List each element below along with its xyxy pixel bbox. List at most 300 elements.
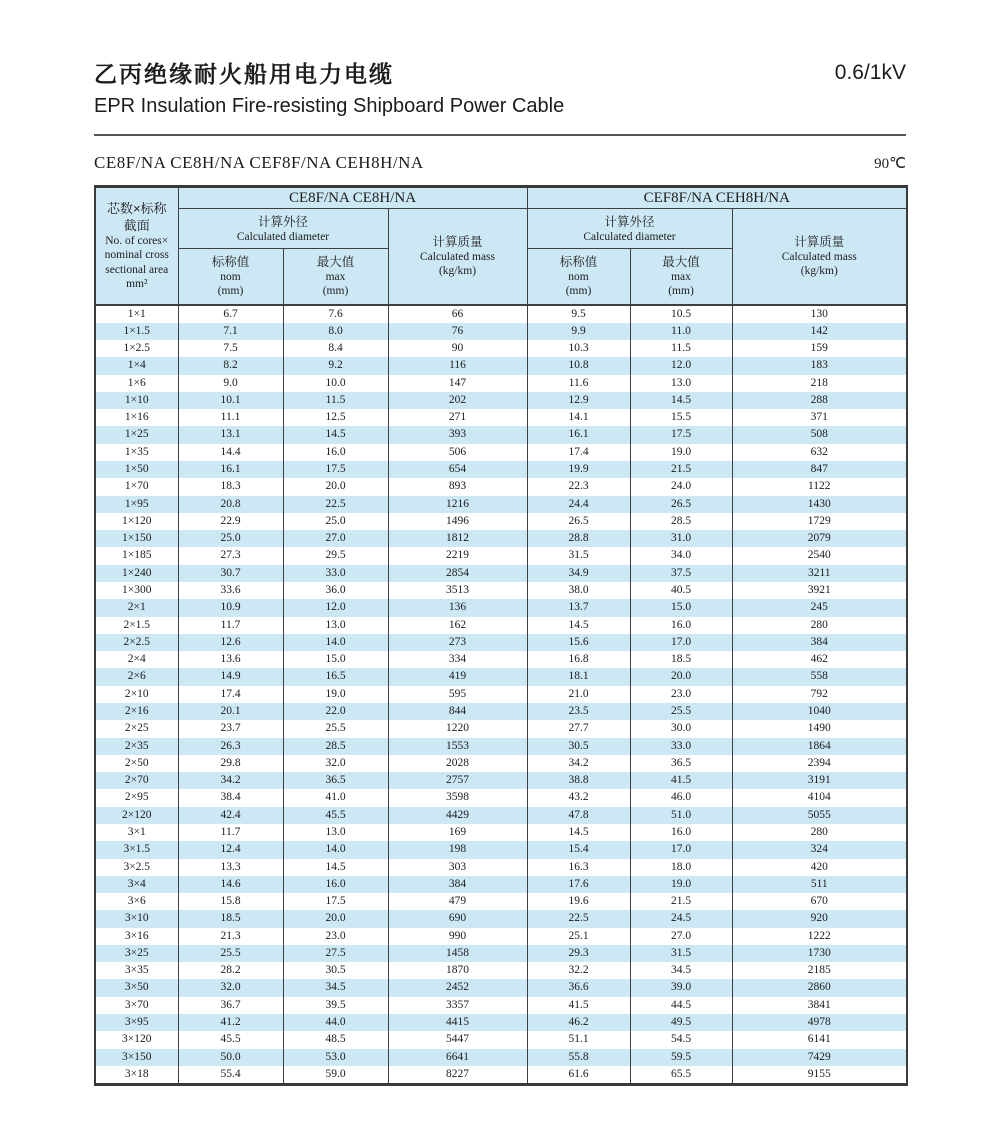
value-cell: 15.6 (527, 634, 630, 651)
value-cell: 25.1 (527, 928, 630, 945)
spec-cell: 1×4 (95, 357, 178, 374)
value-cell: 13.0 (283, 617, 388, 634)
value-cell: 324 (732, 841, 907, 858)
value-cell: 5447 (388, 1031, 527, 1048)
value-cell: 893 (388, 478, 527, 495)
value-cell: 17.0 (630, 634, 732, 651)
spec-cell: 1×300 (95, 582, 178, 599)
value-cell: 32.0 (283, 755, 388, 772)
diameter-header-1 (178, 209, 388, 249)
table-row (95, 426, 907, 443)
table-row (95, 1014, 907, 1031)
value-cell: 12.4 (178, 841, 283, 858)
table-row (95, 634, 907, 651)
table-row (95, 1066, 907, 1085)
value-cell: 11.7 (178, 617, 283, 634)
value-cell: 12.0 (283, 599, 388, 616)
table-row (95, 392, 907, 409)
spec-cell: 3×1 (95, 824, 178, 841)
value-cell: 65.5 (630, 1066, 732, 1085)
spec-cell: 2×16 (95, 703, 178, 720)
value-cell: 1430 (732, 496, 907, 513)
value-cell: 1730 (732, 945, 907, 962)
value-cell: 12.6 (178, 634, 283, 651)
value-cell: 844 (388, 703, 527, 720)
value-cell: 50.0 (178, 1049, 283, 1066)
value-cell: 34.2 (178, 772, 283, 789)
value-cell: 33.0 (283, 565, 388, 582)
value-cell: 9.9 (527, 323, 630, 340)
value-cell: 6141 (732, 1031, 907, 1048)
value-cell: 7429 (732, 1049, 907, 1066)
temperature-rating: 90℃ (874, 156, 906, 172)
value-cell: 24.0 (630, 478, 732, 495)
value-cell: 33.6 (178, 582, 283, 599)
value-cell: 4429 (388, 807, 527, 824)
spec-cell: 1×16 (95, 409, 178, 426)
value-cell: 16.0 (630, 617, 732, 634)
value-cell: 3513 (388, 582, 527, 599)
value-cell: 17.4 (178, 686, 283, 703)
voltage-rating: 0.6/1kV (834, 61, 906, 84)
value-cell: 45.5 (178, 1031, 283, 1048)
value-cell: 245 (732, 599, 907, 616)
value-cell: 18.0 (630, 859, 732, 876)
value-cell: 13.6 (178, 651, 283, 668)
value-cell: 90 (388, 340, 527, 357)
value-cell: 59.5 (630, 1049, 732, 1066)
table-row (95, 565, 907, 582)
value-cell: 11.0 (630, 323, 732, 340)
value-cell: 384 (732, 634, 907, 651)
max-label-en: max (325, 271, 346, 284)
spec-cell: 1×120 (95, 513, 178, 530)
table-row (95, 651, 907, 668)
value-cell: 2452 (388, 979, 527, 996)
value-cell: 202 (388, 392, 527, 409)
value-cell: 30.7 (178, 565, 283, 582)
diameter-label-en: Calculated diameter (583, 230, 676, 243)
spec-cell: 2×35 (95, 738, 178, 755)
value-cell: 20.0 (283, 478, 388, 495)
value-cell: 2854 (388, 565, 527, 582)
value-cell: 27.0 (630, 928, 732, 945)
value-cell: 38.8 (527, 772, 630, 789)
value-cell: 2219 (388, 547, 527, 564)
value-cell: 2860 (732, 979, 907, 996)
value-cell: 11.6 (527, 375, 630, 392)
spec-cell: 2×1.5 (95, 617, 178, 634)
value-cell: 288 (732, 392, 907, 409)
value-cell: 10.9 (178, 599, 283, 616)
value-cell: 32.2 (527, 962, 630, 979)
value-cell: 30.5 (283, 962, 388, 979)
value-cell: 28.2 (178, 962, 283, 979)
value-cell: 169 (388, 824, 527, 841)
value-cell: 21.5 (630, 893, 732, 910)
table-row (95, 876, 907, 893)
max-header-2 (630, 249, 732, 305)
value-cell: 7.5 (178, 340, 283, 357)
value-cell: 4104 (732, 789, 907, 806)
spec-cell: 3×35 (95, 962, 178, 979)
spec-cell: 1×70 (95, 478, 178, 495)
value-cell: 3598 (388, 789, 527, 806)
value-cell: 27.0 (283, 530, 388, 547)
value-cell: 15.4 (527, 841, 630, 858)
value-cell: 25.5 (283, 720, 388, 737)
spec-cell: 2×95 (95, 789, 178, 806)
value-cell: 25.5 (630, 703, 732, 720)
value-cell: 3191 (732, 772, 907, 789)
group-header-ceh8: CEF8F/NA CEH8H/NA (527, 187, 907, 209)
value-cell: 17.5 (630, 426, 732, 443)
value-cell: 22.9 (178, 513, 283, 530)
value-cell: 162 (388, 617, 527, 634)
table-row (95, 409, 907, 426)
value-cell: 53.0 (283, 1049, 388, 1066)
value-cell: 22.5 (527, 910, 630, 927)
value-cell: 28.8 (527, 530, 630, 547)
value-cell: 34.9 (527, 565, 630, 582)
value-cell: 29.5 (283, 547, 388, 564)
model-row (94, 153, 906, 173)
value-cell: 44.0 (283, 1014, 388, 1031)
value-cell: 55.8 (527, 1049, 630, 1066)
value-cell: 9.0 (178, 375, 283, 392)
value-cell: 15.0 (630, 599, 732, 616)
value-cell: 271 (388, 409, 527, 426)
value-cell: 41.5 (630, 772, 732, 789)
spec-cell: 3×70 (95, 997, 178, 1014)
spec-cell: 2×120 (95, 807, 178, 824)
value-cell: 14.6 (178, 876, 283, 893)
value-cell: 18.1 (527, 668, 630, 685)
value-cell: 18.5 (630, 651, 732, 668)
value-cell: 37.5 (630, 565, 732, 582)
value-cell: 29.8 (178, 755, 283, 772)
value-cell: 2028 (388, 755, 527, 772)
spec-cell: 1×2.5 (95, 340, 178, 357)
value-cell: 14.5 (283, 426, 388, 443)
nom-label-en: nom (568, 271, 589, 284)
page-title-en: EPR Insulation Fire-resisting Shipboard Power Cable (94, 95, 565, 117)
value-cell: 40.5 (630, 582, 732, 599)
value-cell: 18.3 (178, 478, 283, 495)
value-cell: 1553 (388, 738, 527, 755)
value-cell: 1220 (388, 720, 527, 737)
value-cell: 690 (388, 910, 527, 927)
value-cell: 36.7 (178, 997, 283, 1014)
table-row (95, 357, 907, 374)
value-cell: 17.6 (527, 876, 630, 893)
value-cell: 8.2 (178, 357, 283, 374)
value-cell: 218 (732, 375, 907, 392)
table-row (95, 841, 907, 858)
value-cell: 34.5 (630, 962, 732, 979)
header-row-groups (95, 187, 907, 209)
value-cell: 43.2 (527, 789, 630, 806)
max-label-unit: (mm) (668, 285, 694, 298)
table-row (95, 928, 907, 945)
value-cell: 27.3 (178, 547, 283, 564)
table-body (95, 305, 907, 1085)
spec-cell: 2×10 (95, 686, 178, 703)
value-cell: 39.0 (630, 979, 732, 996)
value-cell: 8.4 (283, 340, 388, 357)
mass-label-zh: 计算质量 (432, 235, 483, 250)
value-cell: 159 (732, 340, 907, 357)
table-row (95, 340, 907, 357)
diameter-header-2 (527, 209, 732, 249)
value-cell: 23.7 (178, 720, 283, 737)
table-row (95, 789, 907, 806)
value-cell: 13.7 (527, 599, 630, 616)
table-row (95, 547, 907, 564)
spec-cell: 2×1 (95, 599, 178, 616)
table-row (95, 668, 907, 685)
value-cell: 30.5 (527, 738, 630, 755)
spec-cell: 1×240 (95, 565, 178, 582)
value-cell: 23.0 (283, 928, 388, 945)
table-row (95, 910, 907, 927)
spec-cell: 1×150 (95, 530, 178, 547)
mass-header-1 (388, 209, 527, 305)
nom-header-1 (178, 249, 283, 305)
table-row (95, 859, 907, 876)
value-cell: 14.0 (283, 841, 388, 858)
max-label-en: max (671, 271, 691, 284)
spec-cell: 2×4 (95, 651, 178, 668)
value-cell: 792 (732, 686, 907, 703)
value-cell: 24.4 (527, 496, 630, 513)
value-cell: 17.0 (630, 841, 732, 858)
max-label-zh: 最大值 (662, 255, 700, 270)
value-cell: 1490 (732, 720, 907, 737)
value-cell: 595 (388, 686, 527, 703)
value-cell: 25.5 (178, 945, 283, 962)
value-cell: 5055 (732, 807, 907, 824)
spec-table (94, 185, 908, 1086)
spec-cell: 1×95 (95, 496, 178, 513)
value-cell: 11.5 (630, 340, 732, 357)
value-cell: 420 (732, 859, 907, 876)
value-cell: 1864 (732, 738, 907, 755)
table-row (95, 720, 907, 737)
table-row (95, 979, 907, 996)
table-row (95, 582, 907, 599)
value-cell: 14.5 (527, 824, 630, 841)
value-cell: 6.7 (178, 305, 283, 323)
title-divider (94, 134, 906, 136)
value-cell: 136 (388, 599, 527, 616)
value-cell: 28.5 (630, 513, 732, 530)
value-cell: 116 (388, 357, 527, 374)
value-cell: 30.0 (630, 720, 732, 737)
spec-cell: 3×18 (95, 1066, 178, 1085)
value-cell: 334 (388, 651, 527, 668)
value-cell: 20.0 (283, 910, 388, 927)
value-cell: 34.5 (283, 979, 388, 996)
value-cell: 2757 (388, 772, 527, 789)
spec-cell: 2×70 (95, 772, 178, 789)
diameter-label-zh: 计算外径 (604, 214, 655, 229)
diameter-label-zh: 计算外径 (257, 214, 308, 229)
value-cell: 46.2 (527, 1014, 630, 1031)
mass-label-unit: (kg/km) (800, 265, 838, 278)
value-cell: 33.0 (630, 738, 732, 755)
value-cell: 36.5 (283, 772, 388, 789)
table-row (95, 375, 907, 392)
value-cell: 29.3 (527, 945, 630, 962)
table-row (95, 461, 907, 478)
table-row (95, 599, 907, 616)
value-cell: 14.4 (178, 444, 283, 461)
value-cell: 462 (732, 651, 907, 668)
max-label-unit: (mm) (322, 285, 349, 298)
value-cell: 28.5 (283, 738, 388, 755)
value-cell: 11.5 (283, 392, 388, 409)
mass-label-zh: 计算质量 (794, 235, 845, 250)
value-cell: 10.0 (283, 375, 388, 392)
value-cell: 16.1 (527, 426, 630, 443)
value-cell: 558 (732, 668, 907, 685)
model-list: CE8F/NA CE8H/NA CEF8F/NA CEH8H/NA (94, 153, 424, 172)
value-cell: 31.0 (630, 530, 732, 547)
value-cell: 41.5 (527, 997, 630, 1014)
value-cell: 12.9 (527, 392, 630, 409)
value-cell: 11.7 (178, 824, 283, 841)
value-cell: 632 (732, 444, 907, 461)
value-cell: 66 (388, 305, 527, 323)
value-cell: 198 (388, 841, 527, 858)
value-cell: 7.1 (178, 323, 283, 340)
spec-cell: 3×25 (95, 945, 178, 962)
value-cell: 1216 (388, 496, 527, 513)
table-row (95, 962, 907, 979)
value-cell: 51.0 (630, 807, 732, 824)
value-cell: 7.6 (283, 305, 388, 323)
value-cell: 14.1 (527, 409, 630, 426)
spec-cell: 1×50 (95, 461, 178, 478)
value-cell: 12.0 (630, 357, 732, 374)
corner-label-unit: mm² (126, 278, 148, 291)
spec-cell: 1×6 (95, 375, 178, 392)
spec-cell: 3×4 (95, 876, 178, 893)
nom-label-unit: (mm) (217, 285, 244, 298)
corner-label-en-3: sectional area (105, 263, 169, 276)
value-cell: 14.5 (630, 392, 732, 409)
value-cell: 17.4 (527, 444, 630, 461)
value-cell: 49.5 (630, 1014, 732, 1031)
mass-label-en: Calculated mass (419, 251, 496, 264)
value-cell: 27.7 (527, 720, 630, 737)
title-row (94, 58, 906, 90)
value-cell: 31.5 (527, 547, 630, 564)
spec-cell: 2×25 (95, 720, 178, 737)
spec-cell: 3×1.5 (95, 841, 178, 858)
value-cell: 16.5 (283, 668, 388, 685)
value-cell: 280 (732, 617, 907, 634)
spec-cell: 1×35 (95, 444, 178, 461)
mass-label-unit: (kg/km) (438, 265, 477, 278)
table-row (95, 772, 907, 789)
spec-cell: 3×16 (95, 928, 178, 945)
value-cell: 10.5 (630, 305, 732, 323)
nom-label-zh: 标称值 (211, 255, 250, 270)
table-row (95, 738, 907, 755)
value-cell: 371 (732, 409, 907, 426)
spec-cell: 3×50 (95, 979, 178, 996)
value-cell: 46.0 (630, 789, 732, 806)
value-cell: 59.0 (283, 1066, 388, 1085)
value-cell: 13.0 (630, 375, 732, 392)
col-header-cores-area (95, 187, 178, 305)
value-cell: 25.0 (178, 530, 283, 547)
value-cell: 14.9 (178, 668, 283, 685)
value-cell: 21.0 (527, 686, 630, 703)
value-cell: 26.3 (178, 738, 283, 755)
value-cell: 26.5 (527, 513, 630, 530)
table-row (95, 305, 907, 323)
value-cell: 8227 (388, 1066, 527, 1085)
value-cell: 10.8 (527, 357, 630, 374)
value-cell: 16.8 (527, 651, 630, 668)
table-row (95, 1031, 907, 1048)
value-cell: 12.5 (283, 409, 388, 426)
value-cell: 8.0 (283, 323, 388, 340)
value-cell: 9.2 (283, 357, 388, 374)
value-cell: 19.6 (527, 893, 630, 910)
value-cell: 1812 (388, 530, 527, 547)
value-cell: 44.5 (630, 997, 732, 1014)
value-cell: 45.5 (283, 807, 388, 824)
value-cell: 654 (388, 461, 527, 478)
value-cell: 41.2 (178, 1014, 283, 1031)
value-cell: 147 (388, 375, 527, 392)
table-row (95, 997, 907, 1014)
spec-cell: 3×6 (95, 893, 178, 910)
value-cell: 4415 (388, 1014, 527, 1031)
mass-label-en: Calculated mass (781, 251, 857, 264)
value-cell: 51.1 (527, 1031, 630, 1048)
spec-cell: 1×1.5 (95, 323, 178, 340)
value-cell: 10.3 (527, 340, 630, 357)
table-row (95, 893, 907, 910)
value-cell: 273 (388, 634, 527, 651)
header-row-measures (95, 209, 907, 249)
value-cell: 13.0 (283, 824, 388, 841)
value-cell: 16.0 (283, 876, 388, 893)
spec-cell: 1×10 (95, 392, 178, 409)
corner-label-en-2: nominal cross (104, 249, 169, 262)
value-cell: 508 (732, 426, 907, 443)
table-row (95, 1049, 907, 1066)
value-cell: 479 (388, 893, 527, 910)
value-cell: 14.5 (283, 859, 388, 876)
value-cell: 76 (388, 323, 527, 340)
value-cell: 19.0 (283, 686, 388, 703)
spec-cell: 3×120 (95, 1031, 178, 1048)
group-header-ce8: CE8F/NA CE8H/NA (178, 187, 527, 209)
table-row (95, 807, 907, 824)
value-cell: 21.5 (630, 461, 732, 478)
value-cell: 2394 (732, 755, 907, 772)
value-cell: 38.0 (527, 582, 630, 599)
table-header (95, 187, 907, 305)
spec-cell: 2×2.5 (95, 634, 178, 651)
value-cell: 41.0 (283, 789, 388, 806)
